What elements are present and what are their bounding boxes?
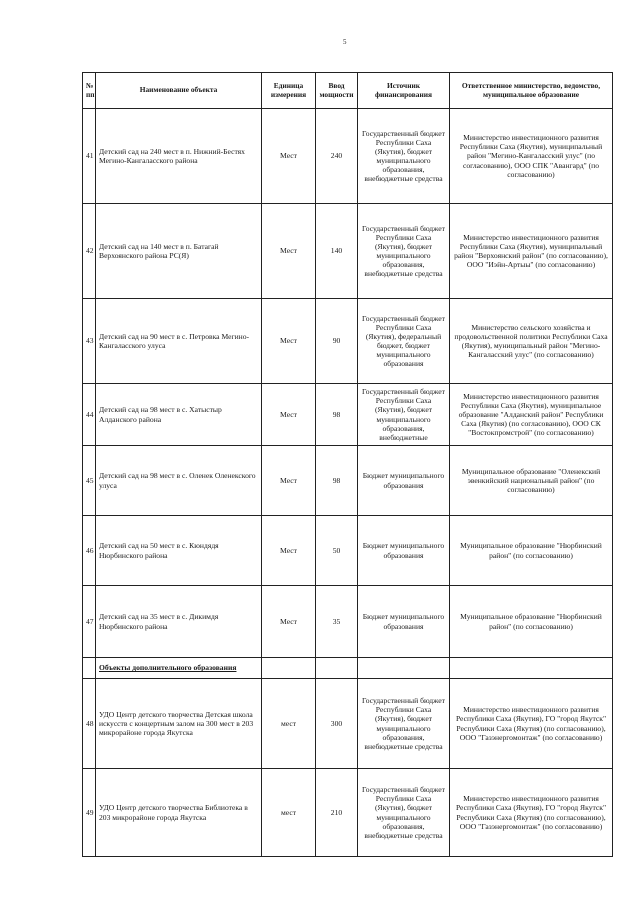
capacity: 98 (316, 446, 358, 516)
capacity: 240 (316, 109, 358, 204)
table-row (83, 446, 613, 516)
table-row (83, 204, 613, 299)
capacity: 90 (316, 299, 358, 384)
responsible-party: Министерство инвестиционного развития Республики Саха (Якутия), ГО "город Якутск" Республики Саха (Якутия) (по согласованию), ООО "Газэнергомонтаж" (по согласованию) (450, 769, 613, 857)
row-num: 45 (83, 446, 96, 516)
object-name: УДО Центр детского творчества Детская школа искусств с концертным залом на 300 мест в 203 микрорайоне города Якутска (96, 679, 262, 769)
section-title-text: Объекты дополнительного образования (99, 663, 237, 673)
object-name: Детский сад на 35 мест в с. Дикимдя Нюрбинского района (96, 586, 262, 658)
section-empty-cell (450, 658, 613, 679)
section-empty-cell (262, 658, 316, 679)
funding-source: Бюджет муниципального образования (358, 586, 450, 658)
row-num: 42 (83, 204, 96, 299)
funding-source: Государственный бюджет Республики Саха (Якутия), федеральный бюджет, бюджет муниципального образования (358, 299, 450, 384)
object-name: Детский сад на 240 мест в п. Нижний-Бестях Мегино-Кангаласского района (96, 109, 262, 204)
row-num: 49 (83, 769, 96, 857)
table-header-row (83, 73, 613, 109)
header-num: № пп (83, 73, 96, 109)
capacity: 300 (316, 679, 358, 769)
table-row (83, 384, 613, 446)
funding-source: Государственный бюджет Республики Саха (Якутия), бюджет муниципального образования, внебюджетные (358, 384, 450, 446)
section-empty-cell (316, 658, 358, 679)
row-num: 43 (83, 299, 96, 384)
unit: мест (262, 679, 316, 769)
responsible-party: Министерство инвестиционного развития Республики Саха (Якутия), муниципальный район "Мегино-Кангаласский улус" (по согласованию), ООО СПК "Авангард" (по согласованию) (450, 109, 613, 204)
unit: Мест (262, 446, 316, 516)
object-name: Детский сад на 140 мест в п. Батагай Верхоянского района РС(Я) (96, 204, 262, 299)
capacity: 35 (316, 586, 358, 658)
unit: Мест (262, 516, 316, 586)
capacity: 98 (316, 384, 358, 446)
capacity: 140 (316, 204, 358, 299)
unit: Мест (262, 204, 316, 299)
section-row (83, 658, 613, 679)
unit: мест (262, 769, 316, 857)
page-mark: 5 (343, 38, 347, 46)
responsible-party: Министерство инвестиционного развития Республики Саха (Якутия), ГО "город Якутск" Республики Саха (Якутия) (по согласованию), ООО "Газэнергомонтаж" (по согласованию) (450, 679, 613, 769)
funding-source: Бюджет муниципального образования (358, 516, 450, 586)
object-name: Детский сад на 98 мест в с. Оленек Оленекского улуса (96, 446, 262, 516)
header-funding: Источник финансирования (358, 73, 450, 109)
section-num-cell (83, 658, 96, 679)
row-num: 41 (83, 109, 96, 204)
objects-table (82, 72, 613, 857)
object-name: Детский сад на 98 мест в с. Хатыстыр Алданского района (96, 384, 262, 446)
capacity: 210 (316, 769, 358, 857)
unit: Мест (262, 384, 316, 446)
unit: Мест (262, 299, 316, 384)
table-row (83, 769, 613, 857)
funding-source: Государственный бюджет Республики Саха (Якутия), бюджет муниципального образования, внебюджетные средства (358, 109, 450, 204)
unit: Мест (262, 109, 316, 204)
funding-source: Государственный бюджет Республики Саха (Якутия), бюджет муниципального образования, внебюджетные средства (358, 769, 450, 857)
responsible-party: Муниципальное образование "Нюрбинский район" (по согласованию) (450, 516, 613, 586)
funding-source: Государственный бюджет Республики Саха (Якутия), бюджет муниципального образования, внебюджетные средства (358, 204, 450, 299)
row-num: 46 (83, 516, 96, 586)
funding-source: Бюджет муниципального образования (358, 446, 450, 516)
header-unit: Единица измерения (262, 73, 316, 109)
table-row (83, 679, 613, 769)
section-title (96, 658, 262, 679)
header-name: Наименование объекта (96, 73, 262, 109)
table-row (83, 299, 613, 384)
object-name: УДО Центр детского творчества Библиотека в 203 микрорайоне города Якутска (96, 769, 262, 857)
responsible-party: Министерство инвестиционного развития Республики Саха (Якутия), муниципальный район "Верхоянский район" (по согласованию), ООО "Иэйн-Артыы" (по согласованию) (450, 204, 613, 299)
responsible-party: Министерство инвестиционного развития Республики Саха (Якутия), муниципальное образование "Алданский район" Республики Саха (Якутия) (по согласованию), ООО СК "Востокпромстрой" (по согласованию) (450, 384, 613, 446)
header-capacity: Ввод мощности (316, 73, 358, 109)
table-row (83, 109, 613, 204)
table-row (83, 516, 613, 586)
responsible-party: Муниципальное образование "Оленекский эвенкийский национальный район" (по согласованию) (450, 446, 613, 516)
row-num: 48 (83, 679, 96, 769)
object-name: Детский сад на 90 мест в с. Петровка Мегино-Кангаласского улуса (96, 299, 262, 384)
object-name: Детский сад на 50 мест в с. Кюндядя Нюрбинского района (96, 516, 262, 586)
responsible-party: Муниципальное образование "Нюрбинский район" (по согласованию) (450, 586, 613, 658)
table-row (83, 586, 613, 658)
row-num: 44 (83, 384, 96, 446)
row-num: 47 (83, 586, 96, 658)
funding-source: Государственный бюджет Республики Саха (Якутия), бюджет муниципального образования, внебюджетные средства (358, 679, 450, 769)
responsible-party: Министерство сельского хозяйства и продовольственной политики Республики Саха (Якутия), муниципальный район "Мегино-Кангаласский улус" (по согласованию) (450, 299, 613, 384)
unit: Мест (262, 586, 316, 658)
section-empty-cell (358, 658, 450, 679)
capacity: 50 (316, 516, 358, 586)
header-responsible: Ответственное министерство, ведомство, муниципальное образование (450, 73, 613, 109)
